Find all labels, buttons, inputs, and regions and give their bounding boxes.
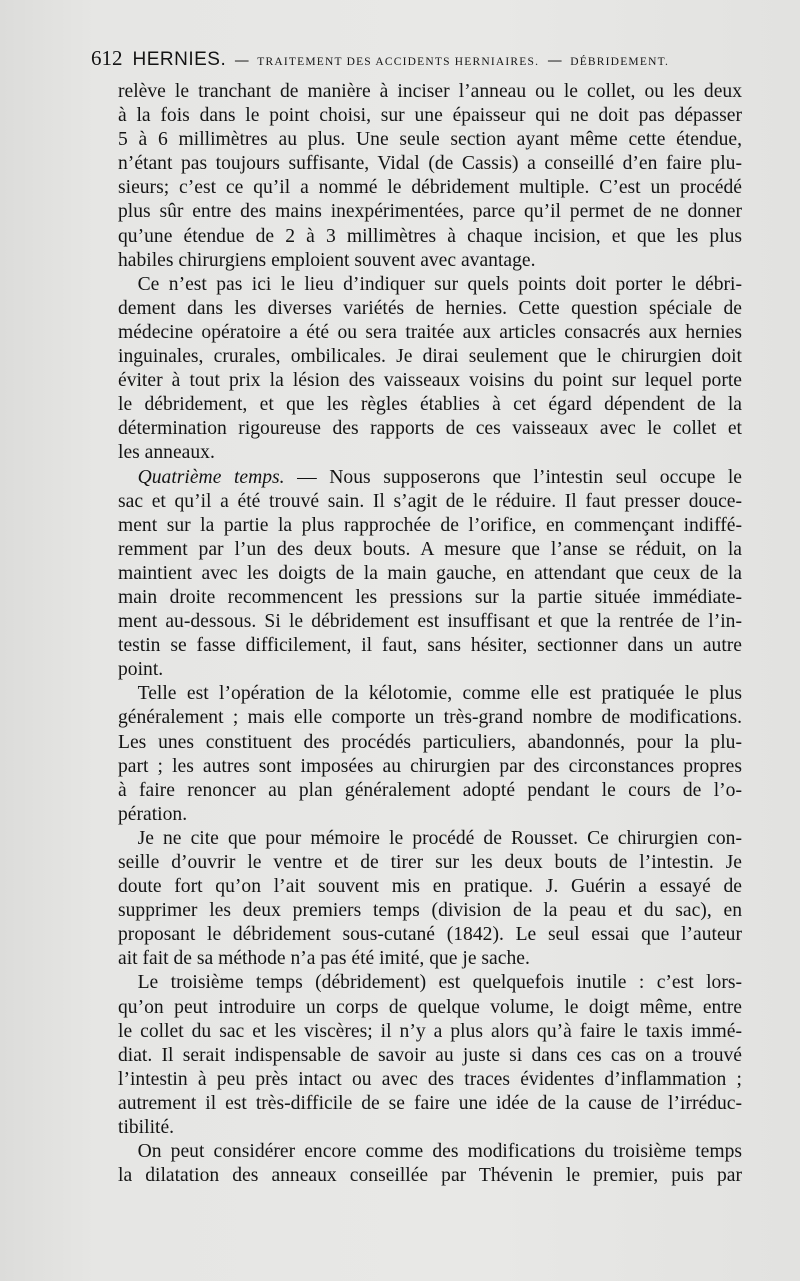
text-line: à faire renoncer au plan généralement adopté pendant le cours de l’o- — [118, 779, 742, 801]
text-line: part ; les autres sont imposées au chirurgien par des circonstances propres — [118, 755, 742, 777]
paragraph — [118, 466, 742, 683]
text-line: diat. Il serait indispensable de savoir au juste si dans ces cas on a trouvé — [118, 1044, 742, 1066]
text-line: Les unes constituent des procédés particuliers, abandonnés, pour la plu- — [118, 731, 742, 753]
paragraph — [118, 971, 742, 1140]
text-line: éviter à tout prix la lésion des vaisseaux voisins du point sur lequel porte — [118, 370, 742, 392]
text-line: ment sur la partie la plus rapprochée de l’orifice, en commençant indiffé- — [118, 514, 742, 536]
text-line: médecine opératoire a été ou sera traitée aux articles consacrés aux hernies — [118, 321, 742, 343]
text-line: ait fait de sa méthode n’a pas été imité, que je sache. — [118, 948, 530, 970]
text-line: Quatrième temps. — Nous supposerons que l’intestin seul occupe le — [137, 466, 742, 488]
text-line: plus sûr entre des mains inexpérimentées, parce qu’il permet de ne donner — [118, 201, 742, 223]
text-line: la dilatation des anneaux conseillée par Thévenin le premier, puis par — [118, 1165, 742, 1187]
text-line: qu’on peut introduire un corps de quelque volume, le doigt même, entre — [118, 996, 742, 1018]
text-line: supprimer les deux premiers temps (division de la peau et du sac), en — [118, 900, 742, 922]
text-line: Le troisième temps (débridement) est quelquefois inutile : c’est lors- — [137, 972, 742, 994]
section-lead: Quatrième temps. — [137, 466, 285, 488]
body-text — [118, 80, 742, 1188]
text-line: doute fort qu’on l’ait souvent mis en pratique. J. Guérin a essayé de — [118, 876, 742, 898]
text-line: remment par l’un des deux bouts. A mesure que l’anse se réduit, on la — [118, 538, 742, 560]
text-line: On peut considérer encore comme des modifications du troisième temps — [137, 1141, 742, 1163]
text-line: pération. — [118, 803, 188, 825]
text-line: Je ne cite que pour mémoire le procédé de Rousset. Ce chirurgien con- — [137, 827, 742, 849]
header-dash: — — [234, 51, 250, 69]
text-line: dement dans les diverses variétés de hernies. Cette question spéciale de — [118, 297, 742, 319]
header-dash: — — [547, 51, 563, 69]
text-line: 5 à 6 millimètres au plus. Une seule section ayant même cette étendue, — [118, 129, 742, 151]
paragraph — [118, 80, 742, 273]
text-line: maintient avec les doigts de la main gauche, en attendant que ceux de la — [118, 562, 742, 584]
text-line: le collet du sac et les viscères; il n’y a plus alors qu’à faire le taxis immé- — [118, 1020, 742, 1042]
text-line: point. — [118, 659, 164, 681]
text-line: à la fois dans le point choisi, sur une épaisseur qui ne doit pas dépasser — [118, 105, 742, 127]
text-line: les anneaux. — [118, 442, 215, 464]
paragraph — [118, 682, 742, 827]
text-line: testin se fasse difficilement, il faut, sans hésiter, sectionner dans un autre — [118, 635, 742, 657]
text-line: seille d’ouvrir le ventre et de tirer sur les deux bouts de l’intestin. Je — [118, 852, 742, 873]
text-line: sieurs; c’est ce qu’il a nommé le débridement multiple. C’est un procédé — [118, 177, 742, 199]
text-line: le débridement, et que les règles établies à cet égard dépendent de la — [118, 394, 742, 416]
text-line: relève le tranchant de manière à inciser l’anneau ou le collet, ou les deux — [118, 81, 742, 102]
text-line: détermination rigoureuse des rapports de ces vaisseaux avec le collet et — [118, 418, 742, 440]
text-line: habiles chirurgiens emploient souvent avec avantage. — [118, 249, 536, 271]
text-line: Ce n’est pas ici le lieu d’indiquer sur quels points doit porter le débri- — [137, 273, 742, 295]
header-section: TRAITEMENT DES ACCIDENTS HERNIAIRES. — [257, 56, 540, 68]
text-line: Telle est l’opération de la kélotomie, comme elle est pratiquée le plus — [137, 683, 742, 705]
paragraph — [118, 1140, 742, 1188]
paragraph — [118, 827, 742, 972]
text-line: sac et qu’il a été trouvé sain. Il s’agit de le réduire. Il faut presser douce- — [118, 490, 742, 512]
text-line: qu’une étendue de 2 à 3 millimètres à chaque incision, et que les plus — [118, 225, 742, 247]
text-line: proposant le débridement sous-cutané (1842). Le seul essai que l’auteur — [118, 924, 742, 946]
text-line: inguinales, crurales, ombilicales. Je dirai seulement que le chirurgien doit — [118, 346, 742, 368]
text-line: l’intestin à peu près intact ou avec des traces évidentes d’inflammation ; — [118, 1068, 742, 1090]
page-number: 612 — [91, 46, 123, 70]
text-line: généralement ; mais elle comporte un très-grand nombre de modifications. — [118, 707, 742, 729]
text-line: main droite recommencent les pressions sur la partie située immédiate- — [118, 586, 742, 608]
header-subsection: DÉBRIDEMENT. — [570, 56, 670, 68]
text-line: tibilité. — [118, 1117, 175, 1139]
text-line: autrement il est très-difficile de se faire une idée de la cause de l’irréduc- — [118, 1092, 742, 1114]
header-title: HERNIES. — [132, 49, 227, 70]
paragraph — [118, 273, 742, 466]
text-line: ment au-dessous. Si le débridement est insuffisant et que la rentrée de l’in- — [118, 611, 742, 633]
text-line: n’étant pas toujours suffisante, Vidal (de Cassis) a conseillé d’en faire plu- — [118, 153, 742, 175]
running-header — [91, 46, 760, 74]
